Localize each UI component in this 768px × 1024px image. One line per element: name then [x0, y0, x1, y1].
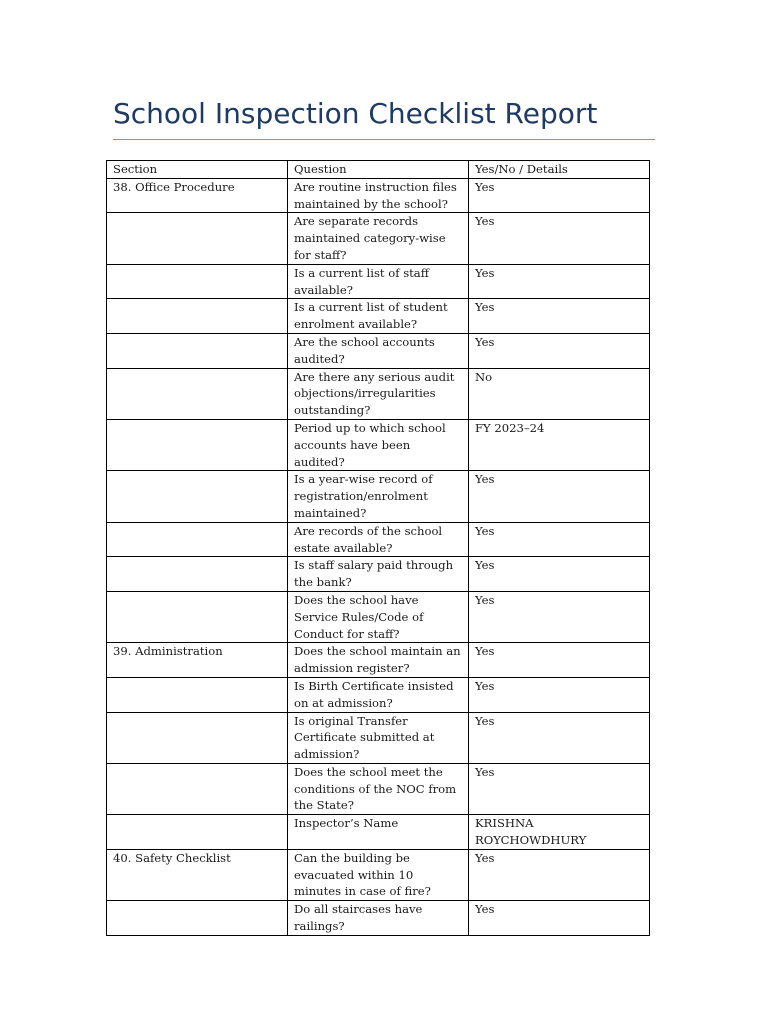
section-cell: 40. Safety Checklist — [107, 849, 288, 900]
question-cell: Are the school accounts audited? — [288, 333, 469, 368]
question-cell: Are routine instruction files maintained by the school? — [288, 178, 469, 213]
table-row — [107, 557, 650, 592]
answer-cell: Yes — [469, 591, 650, 642]
answer-cell: Yes — [469, 264, 650, 299]
answer-cell: Yes — [469, 333, 650, 368]
answer-cell: Yes — [469, 677, 650, 712]
section-cell — [107, 591, 288, 642]
answer-cell: FY 2023–24 — [469, 419, 650, 470]
question-cell: Are records of the school estate available? — [288, 522, 469, 557]
question-cell: Inspector’s Name — [288, 815, 469, 850]
section-cell — [107, 299, 288, 334]
answer-cell: KRISHNA ROYCHOWDHURY — [469, 815, 650, 850]
table-row — [107, 471, 650, 522]
question-cell: Does the school have Service Rules/Code of Conduct for staff? — [288, 591, 469, 642]
answer-cell: Yes — [469, 712, 650, 763]
answer-cell: Yes — [469, 299, 650, 334]
answer-cell: Yes — [469, 849, 650, 900]
section-cell — [107, 333, 288, 368]
section-cell — [107, 264, 288, 299]
table-row — [107, 677, 650, 712]
table-row — [107, 213, 650, 264]
answer-cell: Yes — [469, 763, 650, 814]
answer-cell: No — [469, 368, 650, 419]
page-title: School Inspection Checklist Report — [113, 97, 598, 130]
question-cell: Are separate records maintained category-wise for staff? — [288, 213, 469, 264]
section-cell — [107, 815, 288, 850]
section-cell — [107, 368, 288, 419]
answer-cell: Yes — [469, 471, 650, 522]
section-cell: 38. Office Procedure — [107, 178, 288, 213]
table-row — [107, 264, 650, 299]
question-cell: Does the school maintain an admission register? — [288, 643, 469, 678]
header-answer: Yes/No / Details — [469, 161, 650, 179]
section-cell: 39. Administration — [107, 643, 288, 678]
table-row — [107, 333, 650, 368]
question-cell: Is staff salary paid through the bank? — [288, 557, 469, 592]
table-header-row — [107, 161, 650, 179]
question-cell: Does the school meet the conditions of the NOC from the State? — [288, 763, 469, 814]
table-row — [107, 522, 650, 557]
section-cell — [107, 763, 288, 814]
title-divider — [113, 139, 655, 140]
section-cell — [107, 213, 288, 264]
answer-cell: Yes — [469, 522, 650, 557]
question-cell: Is a current list of staff available? — [288, 264, 469, 299]
section-cell — [107, 901, 288, 936]
table-row — [107, 419, 650, 470]
checklist-table — [106, 160, 650, 936]
section-cell — [107, 557, 288, 592]
table-row — [107, 901, 650, 936]
table-row — [107, 763, 650, 814]
table-row — [107, 815, 650, 850]
table-row — [107, 849, 650, 900]
section-cell — [107, 522, 288, 557]
section-cell — [107, 471, 288, 522]
section-cell — [107, 419, 288, 470]
question-cell: Is Birth Certificate insisted on at admission? — [288, 677, 469, 712]
answer-cell: Yes — [469, 557, 650, 592]
section-cell — [107, 677, 288, 712]
question-cell: Can the building be evacuated within 10 minutes in case of fire? — [288, 849, 469, 900]
question-cell: Period up to which school accounts have been audited? — [288, 419, 469, 470]
table-row — [107, 178, 650, 213]
question-cell: Do all staircases have railings? — [288, 901, 469, 936]
table-row — [107, 299, 650, 334]
header-question: Question — [288, 161, 469, 179]
table-row — [107, 591, 650, 642]
question-cell: Is a year-wise record of registration/enrolment maintained? — [288, 471, 469, 522]
question-cell: Is a current list of student enrolment available? — [288, 299, 469, 334]
header-section: Section — [107, 161, 288, 179]
answer-cell: Yes — [469, 901, 650, 936]
answer-cell: Yes — [469, 643, 650, 678]
section-cell — [107, 712, 288, 763]
table-row — [107, 368, 650, 419]
table-row — [107, 643, 650, 678]
answer-cell: Yes — [469, 213, 650, 264]
answer-cell: Yes — [469, 178, 650, 213]
table-row — [107, 712, 650, 763]
question-cell: Are there any serious audit objections/irregularities outstanding? — [288, 368, 469, 419]
question-cell: Is original Transfer Certificate submitted at admission? — [288, 712, 469, 763]
